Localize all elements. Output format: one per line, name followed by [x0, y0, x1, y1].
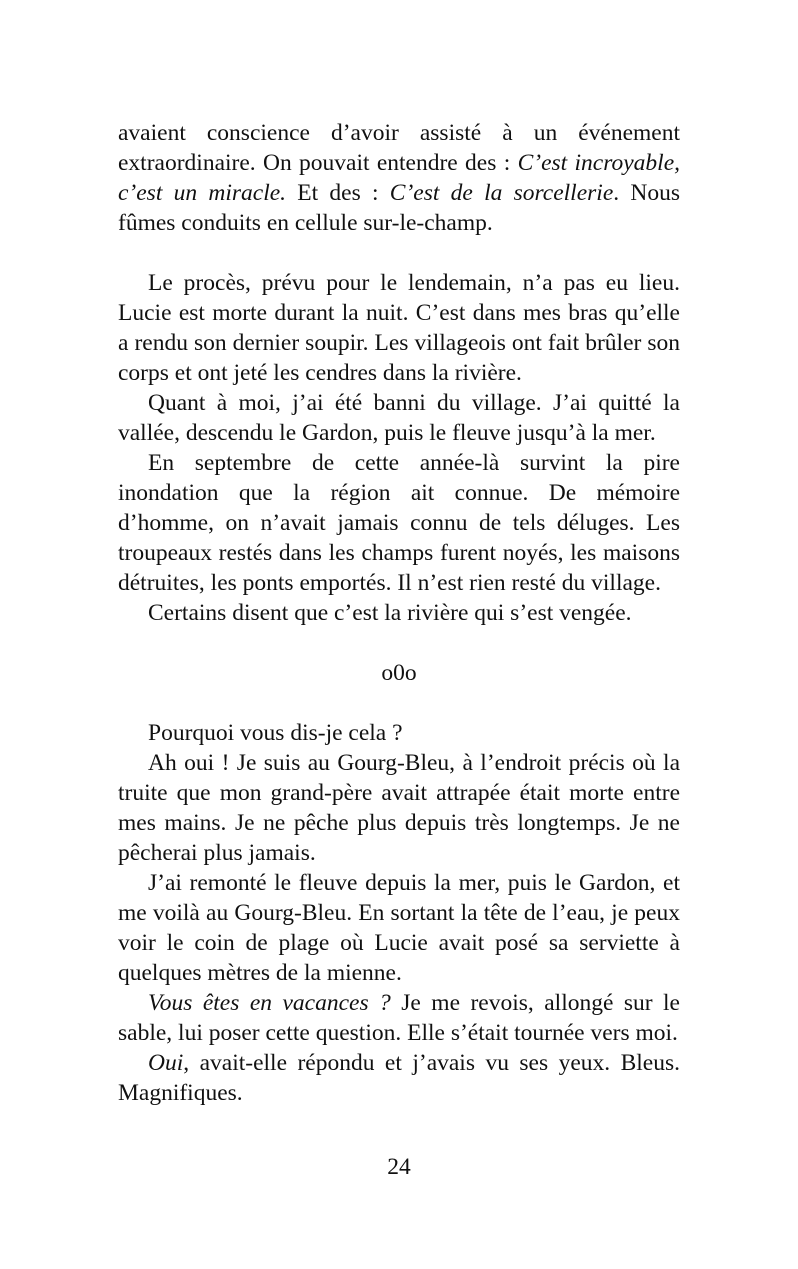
text-run: Pourquoi vous dis-je cela ? [148, 720, 403, 746]
text-run: Je me revois, allongé sur le sable, lui poser cette question. Elle s’était tournée vers moi. [118, 990, 680, 1046]
text-run: Le procès, prévu pour le lendemain, n’a pas eu lieu. Lucie est morte durant la nuit. C’est dans mes bras qu’elle a rendu son dernier soupir. Les villageois ont fait brûler son corps et ont jeté les cendres dans la rivière. [118, 270, 680, 386]
italic-text: Vous êtes en vacances ? [148, 990, 391, 1016]
section-opening [118, 118, 680, 238]
paragraph [118, 718, 680, 748]
paragraph [118, 868, 680, 988]
paragraph [118, 1048, 680, 1108]
section-gap [118, 628, 680, 658]
text-run: avaient conscience d’avoir assisté à un événement extraordinaire. On pouvait entendre des : [118, 120, 680, 176]
italic-text: Oui [148, 1050, 184, 1076]
paragraph [118, 988, 680, 1048]
text-run: Quant à moi, j’ai été banni du village. J’ai quitté la vallée, descendu le Gardon, puis le fleuve jusqu’à la mer. [118, 390, 680, 446]
paragraph [118, 268, 680, 388]
text-run: En septembre de cette année-là survint la pire inondation que la région ait connue. De mémoire d’homme, on n’avait jamais connu de tels déluges. Les troupeaux restés dans les champs furent noyés, les maisons détruites, les ponts emportés. Il n’est rien resté du village. [118, 450, 680, 596]
paragraph [118, 388, 680, 448]
section-gourg-bleu [118, 718, 680, 1108]
page-number: 24 [387, 1154, 411, 1180]
paragraph [118, 598, 680, 628]
section-separator: o0o [381, 660, 417, 686]
text-run: Et des : [286, 180, 390, 206]
text-run: J’ai remonté le fleuve depuis la mer, puis le Gardon, et me voilà au Gourg-Bleu. En sortant la tête de l’eau, je peux voir le coin de plage où Lucie avait posé sa serviette à quelques mètres de la mienne. [118, 870, 680, 986]
page-body [118, 118, 680, 1108]
italic-text: C’est de la sorcellerie [389, 180, 614, 206]
text-run: . Nous fûmes conduits en cellule sur-le-champ. [118, 180, 680, 236]
text-run: Ah oui ! Je suis au Gourg-Bleu, à l’endroit précis où la truite que mon grand-père avait attrapée était morte entre mes mains. Je ne pêche plus depuis très longtemps. Je ne pêcherai plus jamais. [118, 750, 680, 866]
section-trial-and-flood [118, 268, 680, 628]
italic-text: C’est incroyable, c’est un miracle. [118, 150, 681, 206]
section-gap [118, 238, 680, 268]
section-gap [118, 688, 680, 718]
paragraph [118, 448, 680, 598]
paragraph [118, 748, 680, 868]
paragraph [118, 118, 680, 238]
text-run: Certains disent que c’est la rivière qui s’est vengée. [148, 600, 632, 626]
text-run: , avait-elle répondu et j’avais vu ses yeux. Bleus. Magnifiques. [118, 1050, 680, 1106]
